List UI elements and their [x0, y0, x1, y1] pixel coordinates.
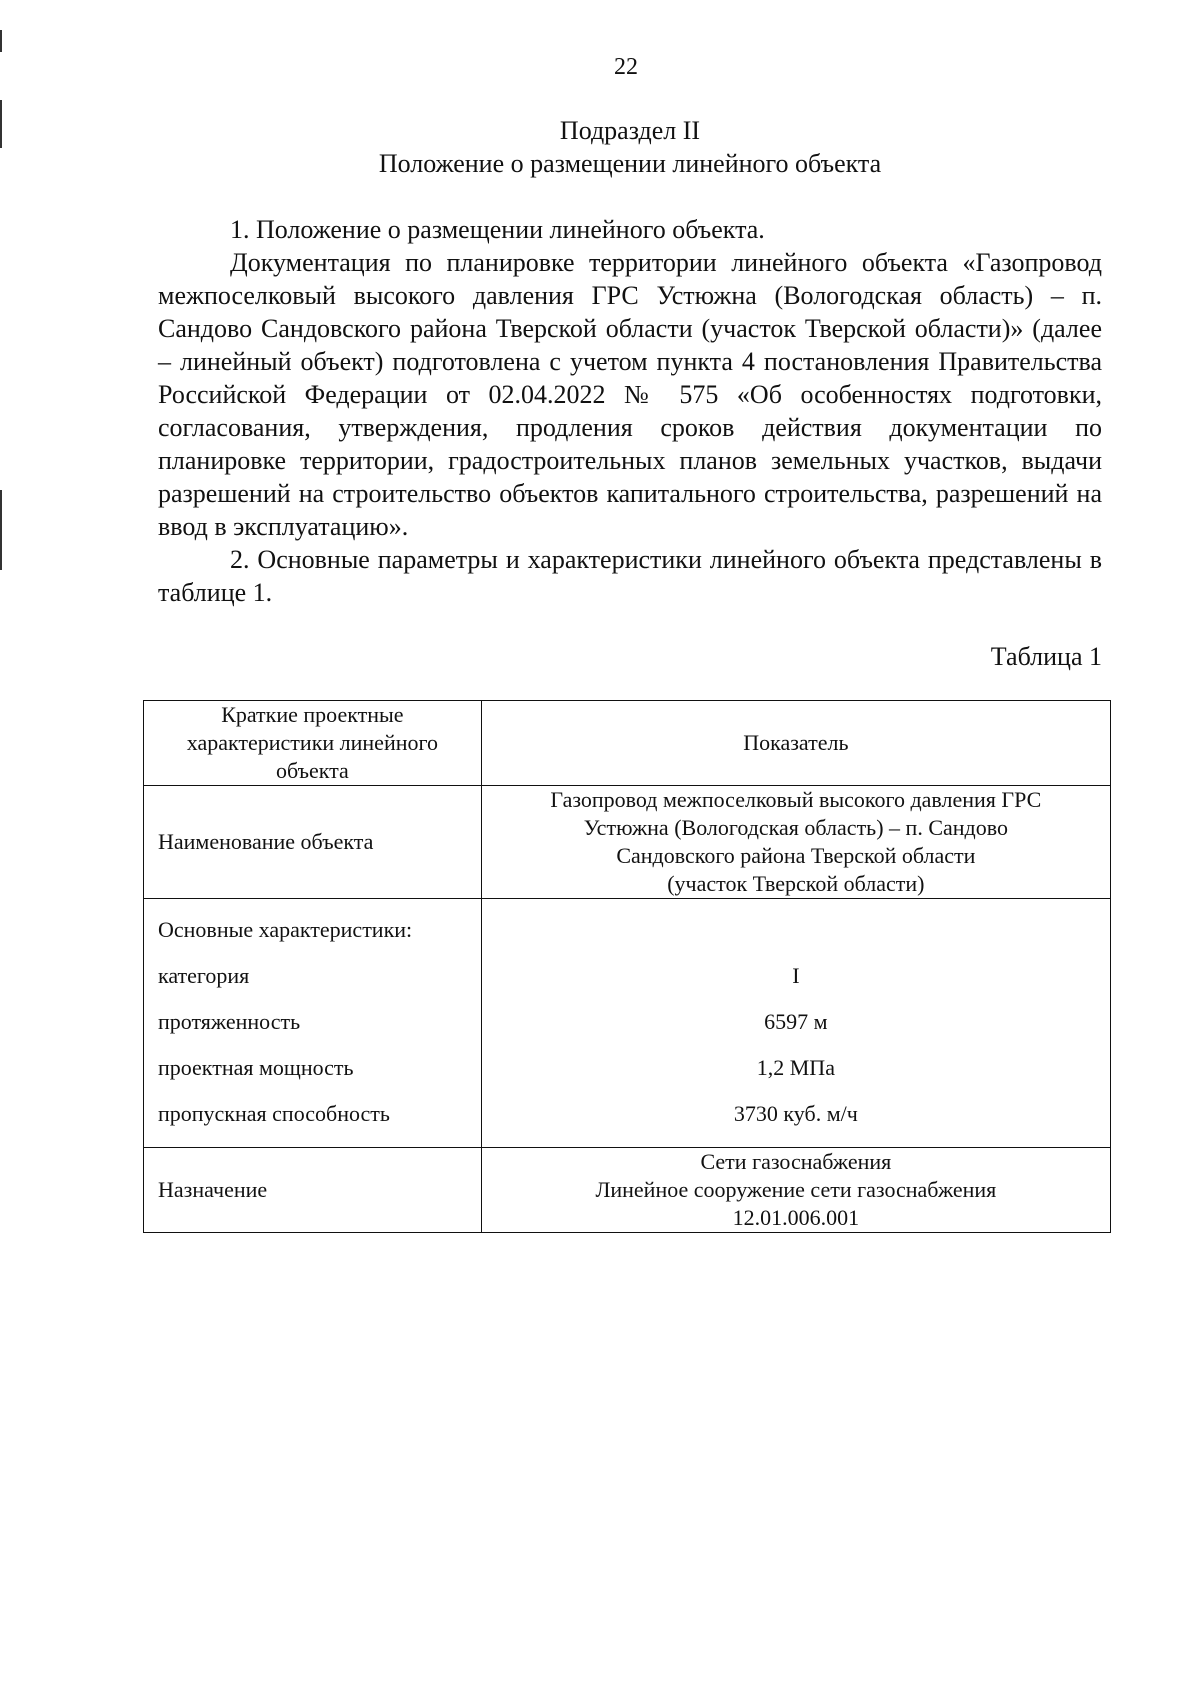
- capacity-label: проектная мощность: [158, 1055, 354, 1080]
- table-header-row: [144, 701, 1111, 786]
- paragraph-item-2: 2. Основные параметры и характеристики линейного объекта представлены в таблице 1.: [158, 545, 1102, 607]
- length-value: 6597 м: [764, 1009, 828, 1034]
- paragraph-item-1: 1. Положение о размещении линейного объекта.: [230, 215, 765, 244]
- section-heading: [0, 114, 1200, 180]
- purpose-label: Назначение: [144, 1148, 482, 1233]
- object-name-value: Газопровод межпоселковый высокого давления ГРС Устюжна (Вологодская область) – п. Сандово Сандовского района Тверской области (участок Тверской области): [481, 786, 1110, 899]
- category-value: I: [792, 963, 800, 988]
- header-characteristics: Краткие проектные характеристики линейного объекта: [144, 701, 482, 786]
- characteristics-labels: [144, 899, 482, 1148]
- page-number: 22: [614, 54, 638, 80]
- parameters-table: [143, 700, 1111, 1233]
- section-title: Положение о размещении линейного объекта: [378, 149, 882, 178]
- throughput-value: 3730 куб. м/ч: [733, 1101, 858, 1126]
- scan-edge-mark: [0, 490, 2, 570]
- characteristics-values: [481, 899, 1110, 1148]
- object-name-label: Наименование объекта: [144, 786, 482, 899]
- length-label: протяженность: [158, 1009, 301, 1034]
- scan-edge-mark: [0, 30, 2, 52]
- table-row: [144, 786, 1111, 899]
- paragraph-documentation: Документация по планировке территории линейного объекта «Газопровод межпоселковый высокого давления ГРС Устюжна (Вологодская область) – п. Сандово Сандовского района Тверской области (участок Тверской области)» (далее – линейный объект) подготовлена с учетом пункта 4 постановления Правительства Российской Федерации от 02.04.2022 № 575 «Об особенностях подготовки, согласования, утверждения, продления сроков действия документации по планировке территории, градостроительных планов земельных участков, выдачи разрешений на строительство объектов капитального строительства, разрешений на ввод в эксплуатацию».: [158, 248, 1102, 541]
- table-caption: Таблица 1: [990, 642, 1102, 671]
- characteristics-heading: Основные характеристики:: [158, 917, 413, 942]
- table-row: [144, 899, 1111, 1148]
- throughput-label: пропускная способность: [158, 1101, 390, 1126]
- purpose-value: Сети газоснабжения Линейное сооружение сети газоснабжения 12.01.006.001: [481, 1148, 1110, 1233]
- category-label: категория: [158, 963, 250, 988]
- body-text: [158, 213, 1102, 609]
- subsection-label: Подраздел II: [559, 116, 701, 145]
- header-indicator: Показатель: [481, 701, 1110, 786]
- table-row: [144, 1148, 1111, 1233]
- capacity-value: 1,2 МПа: [756, 1055, 835, 1080]
